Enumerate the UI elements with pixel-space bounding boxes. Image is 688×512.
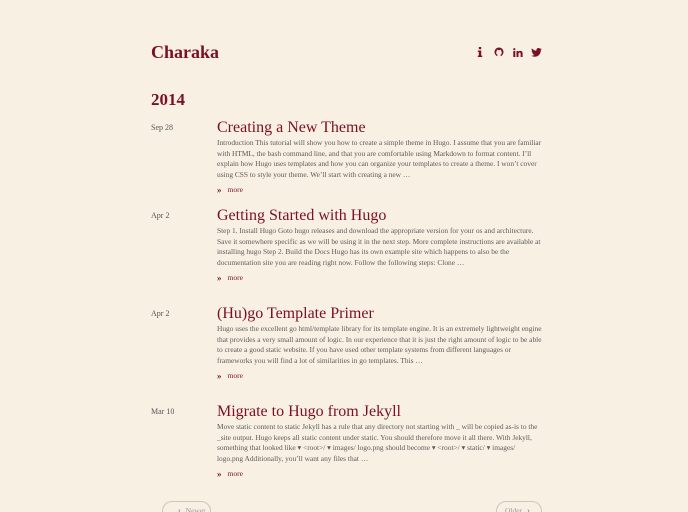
double-chevron-right-icon: » [217, 468, 222, 479]
social-links [470, 45, 546, 59]
read-more-link[interactable] [217, 273, 542, 282]
post-title-link[interactable]: Creating a New Theme [217, 119, 366, 136]
chevron-right-icon: › [527, 506, 530, 512]
twitter-icon[interactable] [527, 45, 546, 59]
year-heading: 2014 [151, 90, 185, 109]
newer-label: Newer [185, 506, 206, 512]
post-date: Sep 28 [151, 123, 173, 132]
read-more-link[interactable] [217, 371, 542, 380]
read-more-link[interactable] [217, 469, 542, 478]
post-summary: Hugo uses the excellent go html/template library for its template engine. It is an extremely lightweight engine that provides a very small amount of logic. In our experience that it is just the right amount of logic to be able to create a good static website. If you have used other template systems from different languages or frameworks you will find a lot of similarities in go templates. This … [217, 324, 542, 365]
post-title-link[interactable]: (Hu)go Template Primer [217, 305, 374, 322]
post-summary: Step 1. Install Hugo Goto hugo releases and download the appropriate version for your os and architecture. Save it somewhere specific as we will be using it in the next step. More complete instructions are available at installing hugo Step 2. Build the Docs Hugo has its own example site which happens to also be the documentation site you are reading right now. Follow the following steps: Clone … [217, 226, 541, 267]
double-chevron-right-icon: » [217, 184, 222, 195]
older-posts-button[interactable] [496, 501, 542, 512]
read-more-link[interactable] [217, 185, 542, 194]
post-title-link[interactable]: Migrate to Hugo from Jekyll [217, 403, 401, 420]
github-icon[interactable] [489, 45, 508, 59]
chevron-left-icon: ‹ [178, 506, 181, 512]
post-date: Apr 2 [151, 211, 170, 220]
older-label: Older [505, 506, 523, 512]
post-summary: Introduction This tutorial will show you how to create a simple theme in Hugo. I assume that you are familiar with HTML, the bash command line, and that you are comfortable using Markdown to format content. I’ll explain how Hugo uses templates and how you can organize your templates to create a theme. I won’t cover using CSS to style your theme. We’ll start with creating a new … [217, 138, 542, 179]
read-more-label: more [227, 371, 243, 381]
read-more-label: more [227, 469, 243, 479]
post-title-link[interactable]: Getting Started with Hugo [217, 207, 387, 224]
double-chevron-right-icon: » [217, 370, 222, 381]
read-more-label: more [227, 273, 243, 283]
linkedin-icon[interactable] [508, 45, 527, 59]
newer-posts-button[interactable] [162, 501, 211, 512]
post-date: Mar 10 [151, 407, 175, 416]
info-icon[interactable] [470, 45, 489, 59]
post-summary: Move static content to static Jekyll has a rule that any directory not starting with _ will be copied as-is to the _site output. Hugo keeps all static content under static. You should therefore move it all there. With Jekyll, something that looked like ▾ <root>/ ▾ images/ logo.png should become ▾ <root>/ ▾ static/ ▾ images/ logo.png Additionally, you’ll want any files that … [217, 422, 538, 463]
post-date: Apr 2 [151, 309, 170, 318]
read-more-label: more [227, 185, 243, 195]
site-title-link[interactable]: Charaka [151, 42, 220, 62]
double-chevron-right-icon: » [217, 272, 222, 283]
